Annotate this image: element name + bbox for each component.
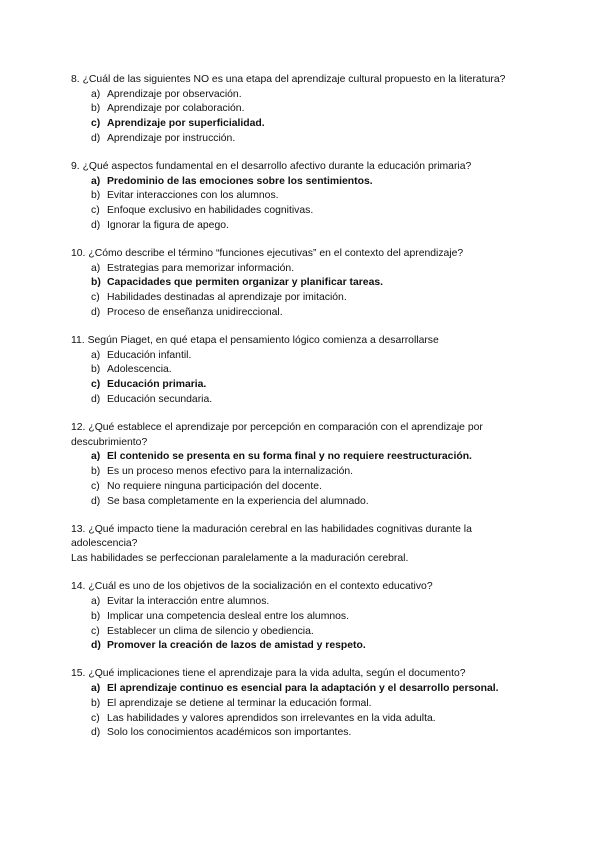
option-item (71, 465, 541, 480)
option-item (71, 393, 541, 408)
option-letter: a) (91, 451, 101, 463)
question-text (71, 73, 541, 88)
option-text: Aprendizaje por colaboración. (107, 103, 245, 115)
option-letter: b) (91, 277, 101, 289)
question-prompt: ¿Qué implicaciones tiene el aprendizaje para la vida adulta, según el documento? (88, 668, 466, 680)
option-item (71, 88, 541, 103)
option-text: Evitar interacciones con los alumnos. (107, 190, 279, 202)
option-letter: d) (91, 393, 101, 405)
option-text: Predominio de las emociones sobre los sentimientos. (107, 175, 373, 187)
option-item (71, 102, 541, 117)
option-item (71, 349, 541, 364)
option-text: Promover la creación de lazos de amistad y respeto. (107, 640, 366, 652)
option-item-correct (71, 117, 541, 132)
question-13 (71, 523, 541, 567)
question-text (71, 421, 541, 450)
question-number: 13. (71, 523, 86, 535)
option-item (71, 610, 541, 625)
option-text: Aprendizaje por instrucción. (107, 132, 236, 144)
option-text: Enfoque exclusivo en habilidades cognitivas. (107, 205, 314, 217)
question-text (71, 667, 541, 682)
option-list (71, 262, 541, 321)
option-letter: b) (91, 190, 101, 202)
question-text (71, 523, 541, 552)
option-text: Proceso de enseñanza unidireccional. (107, 306, 283, 318)
option-text: Capacidades que permiten organizar y planificar tareas. (107, 277, 384, 289)
question-14 (71, 580, 541, 654)
option-letter: c) (91, 480, 100, 492)
option-item-correct (71, 276, 541, 291)
option-text: Implicar una competencia desleal entre los alumnos. (107, 610, 349, 622)
option-item (71, 712, 541, 727)
question-list (71, 73, 541, 754)
option-letter: d) (91, 640, 101, 652)
option-letter: c) (91, 712, 100, 724)
question-number: 14. (71, 581, 86, 593)
option-text: Evitar la interacción entre alumnos. (107, 596, 270, 608)
option-letter: c) (91, 205, 100, 217)
option-item-correct (71, 450, 541, 465)
option-item (71, 697, 541, 712)
option-text: El aprendizaje se detiene al terminar la educación formal. (107, 697, 372, 709)
question-text (71, 334, 541, 349)
option-item (71, 262, 541, 277)
option-text: Educación primaria. (107, 379, 207, 391)
option-item (71, 480, 541, 495)
option-letter: c) (91, 379, 101, 391)
question-number: 9. (71, 161, 80, 173)
option-item-correct (71, 175, 541, 190)
option-letter: a) (91, 262, 101, 274)
option-letter: d) (91, 306, 101, 318)
question-number: 10. (71, 248, 86, 260)
question-text (71, 580, 541, 595)
option-item (71, 595, 541, 610)
option-item (71, 363, 541, 378)
option-text: Se basa completamente en la experiencia del alumnado. (107, 495, 369, 507)
option-text: Aprendizaje por observación. (107, 88, 242, 100)
question-12 (71, 421, 541, 509)
option-list (71, 682, 541, 741)
option-letter: b) (91, 697, 101, 709)
option-item (71, 291, 541, 306)
option-item (71, 219, 541, 234)
question-prompt: ¿Cómo describe el término “funciones ejecutivas” en el contexto del aprendizaje? (88, 248, 464, 260)
option-item (71, 306, 541, 321)
option-letter: a) (91, 596, 101, 608)
option-item-correct (71, 378, 541, 393)
question-9 (71, 160, 541, 234)
option-item (71, 495, 541, 510)
option-text: Solo los conocimientos académicos son importantes. (107, 727, 352, 739)
question-prompt: Según Piaget, en qué etapa el pensamiento lógico comienza a desarrollarse (87, 335, 439, 347)
option-letter: a) (91, 349, 101, 361)
question-number: 12. (71, 422, 86, 434)
option-text: Estrategias para memorizar información. (107, 262, 295, 274)
option-text: Es un proceso menos efectivo para la internalización. (107, 466, 354, 478)
question-prompt: ¿Qué establece el aprendizaje por percepción en comparación con el aprendizaje por descubrimiento? (71, 422, 483, 448)
option-letter: a) (91, 683, 101, 695)
option-item (71, 204, 541, 219)
option-text: Aprendizaje por superficialidad. (107, 118, 265, 130)
option-letter: d) (91, 132, 101, 144)
question-number: 8. (71, 74, 80, 85)
option-letter: c) (91, 625, 100, 637)
option-letter: d) (91, 219, 101, 231)
option-letter: d) (91, 727, 101, 739)
question-prompt: ¿Qué aspectos fundamental en el desarrollo afectivo durante la educación primaria? (82, 161, 472, 173)
option-text: Educación secundaria. (107, 393, 213, 405)
option-text: Adolescencia. (107, 364, 172, 376)
option-letter: c) (91, 292, 100, 304)
option-text: Establecer un clima de silencio y obediencia. (107, 625, 314, 637)
option-letter: d) (91, 495, 101, 507)
question-prompt: ¿Cuál es uno de los objetivos de la socialización en el contexto educativo? (88, 581, 433, 593)
option-list (71, 595, 541, 654)
question-text (71, 160, 541, 175)
option-text: No requiere ninguna participación del docente. (107, 480, 322, 492)
option-text: Educación infantil. (107, 349, 192, 361)
question-15 (71, 667, 541, 741)
option-item (71, 625, 541, 640)
option-item-correct (71, 682, 541, 697)
option-item (71, 132, 541, 147)
option-list (71, 88, 541, 147)
answer-text: Las habilidades se perfeccionan paralelamente a la maduración cerebral. (71, 553, 409, 565)
option-letter: b) (91, 610, 101, 622)
option-letter: a) (91, 88, 101, 100)
option-letter: b) (91, 364, 101, 376)
option-item-correct (71, 639, 541, 654)
option-text: Las habilidades y valores aprendidos son irrelevantes en la vida adulta. (107, 712, 436, 724)
option-text: Habilidades destinadas al aprendizaje por imitación. (107, 292, 347, 304)
question-prompt: ¿Qué impacto tiene la maduración cerebral en las habilidades cognitivas durante la adolescencia? (71, 523, 472, 550)
question-number: 11. (71, 335, 85, 347)
question-prompt: ¿Cuál de las siguientes NO es una etapa del aprendizaje cultural propuesto en la literatura? (82, 74, 506, 85)
option-text: El aprendizaje continuo es esencial para la adaptación y el desarrollo personal. (107, 683, 499, 695)
option-list (71, 450, 541, 509)
question-text (71, 247, 541, 262)
option-text: El contenido se presenta en su forma final y no requiere reestructuración. (107, 451, 472, 463)
option-letter: b) (91, 466, 101, 478)
question-number: 15. (71, 668, 86, 680)
option-item (71, 726, 541, 741)
question-8 (71, 73, 541, 147)
option-letter: b) (91, 103, 101, 115)
option-text: Ignorar la figura de apego. (107, 219, 229, 231)
option-item (71, 189, 541, 204)
question-11 (71, 334, 541, 408)
option-letter: a) (91, 175, 101, 187)
option-list (71, 349, 541, 408)
option-letter: c) (91, 118, 101, 130)
option-list (71, 175, 541, 234)
question-10 (71, 247, 541, 321)
